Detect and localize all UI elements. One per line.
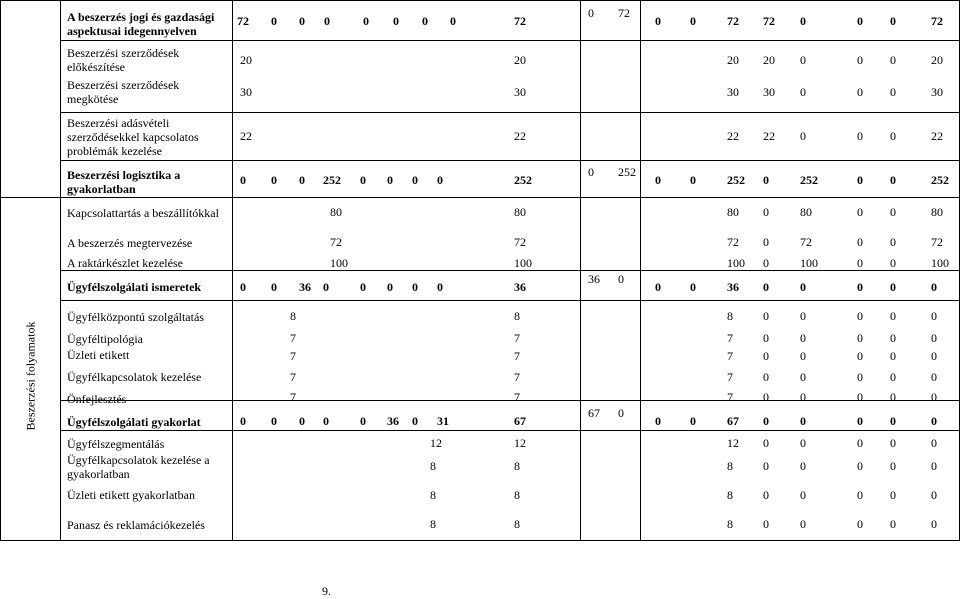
table-cell: 0 (890, 309, 896, 323)
table-cell: 0 (931, 459, 937, 473)
table-cell: 30 (727, 85, 739, 99)
table-cell: 7 (727, 370, 733, 384)
table-cell: 0 (857, 173, 863, 187)
table-cell: 0 (763, 173, 769, 187)
table-cell: 0 (422, 14, 428, 28)
table-cell: 252 (800, 173, 818, 187)
table-cell: 0 (931, 370, 937, 384)
table-cell: 0 (363, 14, 369, 28)
row-label: Beszerzési szerződések előkészítése (67, 46, 180, 74)
table-cell: 0 (240, 280, 246, 294)
table-cell: 0 (360, 280, 366, 294)
table-cell: 0 (393, 14, 399, 28)
table-cell: 0 (323, 280, 329, 294)
table-cell: 0 (800, 85, 806, 99)
table-cell: 0 (299, 14, 305, 28)
row-rule (60, 160, 960, 161)
table-cell: 0 (324, 14, 330, 28)
table-cell: 8 (514, 309, 520, 323)
row-label: Beszerzési szerződések megkötése (67, 78, 180, 106)
table-cell: 7 (514, 390, 520, 404)
table-cell: 0 (857, 488, 863, 502)
row-label: Ügyfélkapcsolatok kezelése a gyakorlatban (67, 453, 210, 481)
table-cell: 72 (727, 14, 739, 28)
table-cell: 80 (800, 205, 812, 219)
column-rule (0, 0, 1, 540)
table-cell: 36 (727, 280, 739, 294)
table-cell: 0 (931, 331, 937, 345)
table-cell: 0 (857, 205, 863, 219)
table-cell: 0 (271, 414, 277, 428)
table-cell: 0 (271, 280, 277, 294)
table-cell: 0 (690, 280, 696, 294)
table-cell: 7 (514, 331, 520, 345)
table-cell: 0 (857, 85, 863, 99)
row-label: Beszerzési logisztika a gyakorlatban (67, 168, 181, 196)
table-cell: 7 (727, 331, 733, 345)
row-rule (60, 40, 960, 41)
table-cell: 0 (890, 390, 896, 404)
table-cell: 67 (588, 406, 600, 420)
table-cell: 22 (727, 129, 739, 143)
table-cell: 252 (618, 165, 636, 179)
table-cell: 0 (890, 349, 896, 363)
table-cell: 0 (857, 390, 863, 404)
table-cell: 0 (690, 414, 696, 428)
table-cell: 12 (727, 436, 739, 450)
table-cell: 0 (800, 53, 806, 67)
row-label: A raktárkészlet kezelése (67, 256, 183, 270)
table-cell: 0 (763, 331, 769, 345)
table-cell: 0 (437, 173, 443, 187)
table-cell: 30 (931, 85, 943, 99)
table-cell: 72 (514, 14, 526, 28)
table-cell: 0 (857, 280, 863, 294)
table-cell: 0 (240, 173, 246, 187)
table-cell: 100 (727, 256, 745, 270)
row-rule (0, 197, 960, 198)
table-cell: 0 (763, 436, 769, 450)
table-cell: 0 (890, 280, 896, 294)
table-cell: 0 (931, 414, 937, 428)
side-label (20, 212, 42, 540)
table-cell: 0 (800, 488, 806, 502)
table-cell: 22 (240, 129, 252, 143)
row-label: Beszerzési adásvételi szerződésekkel kapcsolatos problémák kezelése (67, 116, 199, 158)
table-cell: 0 (857, 414, 863, 428)
table-cell: 7 (290, 390, 296, 404)
table-cell: 7 (514, 370, 520, 384)
table-cell: 80 (514, 205, 526, 219)
table-cell: 72 (763, 14, 775, 28)
table-cell: 80 (727, 205, 739, 219)
table-cell: 0 (890, 370, 896, 384)
row-label: Ügyféltipológia (67, 332, 143, 346)
table-cell: 0 (763, 414, 769, 428)
table-cell: 0 (240, 414, 246, 428)
table-cell: 67 (727, 414, 739, 428)
table-cell: 7 (290, 370, 296, 384)
table-cell: 0 (763, 349, 769, 363)
table-cell: 0 (857, 256, 863, 270)
table-cell: 36 (299, 280, 311, 294)
table-cell: 0 (800, 459, 806, 473)
table-cell: 252 (514, 173, 532, 187)
row-label: A beszerzés jogi és gazdasági aspektusai idegennyelven (67, 10, 215, 38)
table-cell: 0 (931, 390, 937, 404)
table-cell: 0 (763, 309, 769, 323)
table-cell: 0 (763, 488, 769, 502)
table-cell: 7 (514, 349, 520, 363)
table-cell: 0 (763, 205, 769, 219)
table-cell: 0 (800, 390, 806, 404)
table-cell: 0 (890, 459, 896, 473)
table-cell: 0 (763, 390, 769, 404)
table-cell: 31 (437, 414, 449, 428)
table-cell: 36 (514, 280, 526, 294)
table-cell: 0 (857, 129, 863, 143)
table-cell: 0 (618, 406, 624, 420)
table-cell: 8 (727, 488, 733, 502)
table-cell: 0 (800, 309, 806, 323)
table-cell: 0 (857, 370, 863, 384)
table-cell: 100 (514, 256, 532, 270)
table-cell: 0 (437, 280, 443, 294)
table-cell: 0 (890, 488, 896, 502)
row-label: Ügyfélközpontú szolgáltatás (67, 310, 204, 324)
table-cell: 67 (514, 414, 526, 428)
table-cell: 100 (800, 256, 818, 270)
table-cell: 8 (727, 459, 733, 473)
table-cell: 0 (588, 6, 594, 20)
table-cell: 20 (763, 53, 775, 67)
table-cell: 0 (890, 129, 896, 143)
row-rule (60, 300, 960, 301)
row-rule (0, 540, 960, 541)
table-cell: 7 (290, 331, 296, 345)
table-cell: 0 (360, 173, 366, 187)
row-rule (60, 270, 960, 271)
table-cell: 80 (330, 205, 342, 219)
table-cell: 0 (690, 14, 696, 28)
row-label: Ügyfélkapcsolatok kezelése (67, 370, 202, 384)
table-cell: 0 (387, 173, 393, 187)
table-cell: 0 (800, 14, 806, 28)
table-cell: 100 (330, 256, 348, 270)
row-rule (60, 430, 960, 431)
table-cell: 0 (890, 331, 896, 345)
table-cell: 252 (323, 173, 341, 187)
table-cell: 7 (727, 390, 733, 404)
table-cell: 0 (931, 280, 937, 294)
table-cell: 8 (514, 517, 520, 531)
table-cell: 0 (763, 459, 769, 473)
table-cell: 0 (360, 414, 366, 428)
table-cell: 0 (763, 370, 769, 384)
table-cell: 12 (514, 436, 526, 450)
table-cell: 0 (890, 235, 896, 249)
table-cell: 8 (430, 517, 436, 531)
table-cell: 7 (727, 349, 733, 363)
table-cell: 0 (800, 280, 806, 294)
table-cell: 36 (588, 272, 600, 286)
table-cell: 0 (931, 517, 937, 531)
row-label: Önfejlesztés (67, 392, 127, 406)
table-cell: 0 (890, 205, 896, 219)
table-cell: 72 (330, 235, 342, 249)
table-cell: 0 (857, 459, 863, 473)
row-rule (0, 0, 960, 1)
table-cell: 0 (299, 414, 305, 428)
table-cell: 0 (800, 129, 806, 143)
table-cell: 0 (857, 53, 863, 67)
table-cell: 0 (655, 280, 661, 294)
table-cell: 0 (890, 85, 896, 99)
row-rule (60, 112, 960, 113)
table-cell: 0 (450, 14, 456, 28)
table-cell: 72 (618, 6, 630, 20)
table-cell: 72 (727, 235, 739, 249)
table-cell: 0 (412, 173, 418, 187)
table-cell: 0 (931, 309, 937, 323)
table-cell: 22 (931, 129, 943, 143)
table-cell: 0 (618, 272, 624, 286)
table-cell: 0 (763, 517, 769, 531)
table-cell: 0 (588, 165, 594, 179)
table-cell: 0 (655, 173, 661, 187)
table-cell: 0 (763, 235, 769, 249)
table-cell: 0 (890, 256, 896, 270)
table-cell: 0 (857, 517, 863, 531)
table-cell: 0 (800, 349, 806, 363)
table-cell: 0 (890, 414, 896, 428)
table-cell: 30 (763, 85, 775, 99)
table-cell: 0 (800, 370, 806, 384)
table-cell: 0 (890, 517, 896, 531)
table-cell: 0 (931, 349, 937, 363)
table-cell: 0 (763, 280, 769, 294)
table-cell: 22 (514, 129, 526, 143)
table-cell: 0 (655, 414, 661, 428)
table-cell: 252 (727, 173, 745, 187)
table-cell: 0 (299, 173, 305, 187)
table-cell: 80 (931, 205, 943, 219)
table-cell: 20 (514, 53, 526, 67)
table-cell: 72 (237, 14, 249, 28)
table-cell: 30 (514, 85, 526, 99)
table-cell: 0 (800, 331, 806, 345)
side-label-text: Beszerzési folyamatok (23, 321, 38, 431)
table-cell: 8 (727, 309, 733, 323)
table-cell: 8 (290, 309, 296, 323)
table-cell: 0 (890, 53, 896, 67)
table-cell: 0 (857, 436, 863, 450)
table-cell: 0 (271, 14, 277, 28)
table-cell: 0 (931, 488, 937, 502)
table-cell: 0 (412, 280, 418, 294)
table-cell: 8 (514, 459, 520, 473)
table-cell: 0 (690, 173, 696, 187)
table-cell: 252 (931, 173, 949, 187)
row-label: Üzleti etikett (67, 348, 130, 362)
table-cell: 0 (857, 235, 863, 249)
table-cell: 0 (890, 436, 896, 450)
table-cell: 72 (800, 235, 812, 249)
table-cell: 100 (931, 256, 949, 270)
row-label: A beszerzés megtervezése (67, 236, 193, 250)
table-cell: 0 (857, 349, 863, 363)
table-cell: 30 (240, 85, 252, 99)
table-cell: 0 (323, 414, 329, 428)
table-cell: 72 (931, 14, 943, 28)
row-label: Üzleti etikett gyakorlatban (67, 488, 195, 502)
table-cell: 0 (412, 414, 418, 428)
table-cell: 0 (763, 256, 769, 270)
table-cell: 0 (271, 173, 277, 187)
table-cell: 20 (240, 53, 252, 67)
table-cell: 22 (763, 129, 775, 143)
table-cell: 20 (727, 53, 739, 67)
table-cell: 72 (931, 235, 943, 249)
page-number: 9. (322, 584, 331, 598)
table-cell: 0 (800, 517, 806, 531)
table-cell: 0 (800, 436, 806, 450)
row-label: Kapcsolattartás a beszállítókkal (67, 206, 219, 220)
row-label: Ügyfélszolgálati ismeretek (67, 280, 202, 294)
table-cell: 0 (857, 331, 863, 345)
table-cell: 8 (430, 459, 436, 473)
table-cell: 36 (387, 414, 399, 428)
table-cell: 0 (387, 280, 393, 294)
table-cell: 8 (430, 488, 436, 502)
table-cell: 0 (655, 14, 661, 28)
table-cell: 72 (514, 235, 526, 249)
table-cell: 0 (890, 14, 896, 28)
table-cell: 0 (931, 436, 937, 450)
table-cell: 7 (290, 349, 296, 363)
table-cell: 20 (931, 53, 943, 67)
table-cell: 0 (890, 173, 896, 187)
table-cell: 0 (857, 14, 863, 28)
table-cell: 12 (430, 436, 442, 450)
row-label: Ügyfélszegmentálás (67, 437, 165, 451)
table-cell: 8 (727, 517, 733, 531)
table-cell: 0 (857, 309, 863, 323)
table-cell: 8 (514, 488, 520, 502)
table-cell: 0 (800, 414, 806, 428)
row-label: Panasz és reklamációkezelés (67, 518, 205, 532)
row-label: Ügyfélszolgálati gyakorlat (67, 415, 201, 429)
